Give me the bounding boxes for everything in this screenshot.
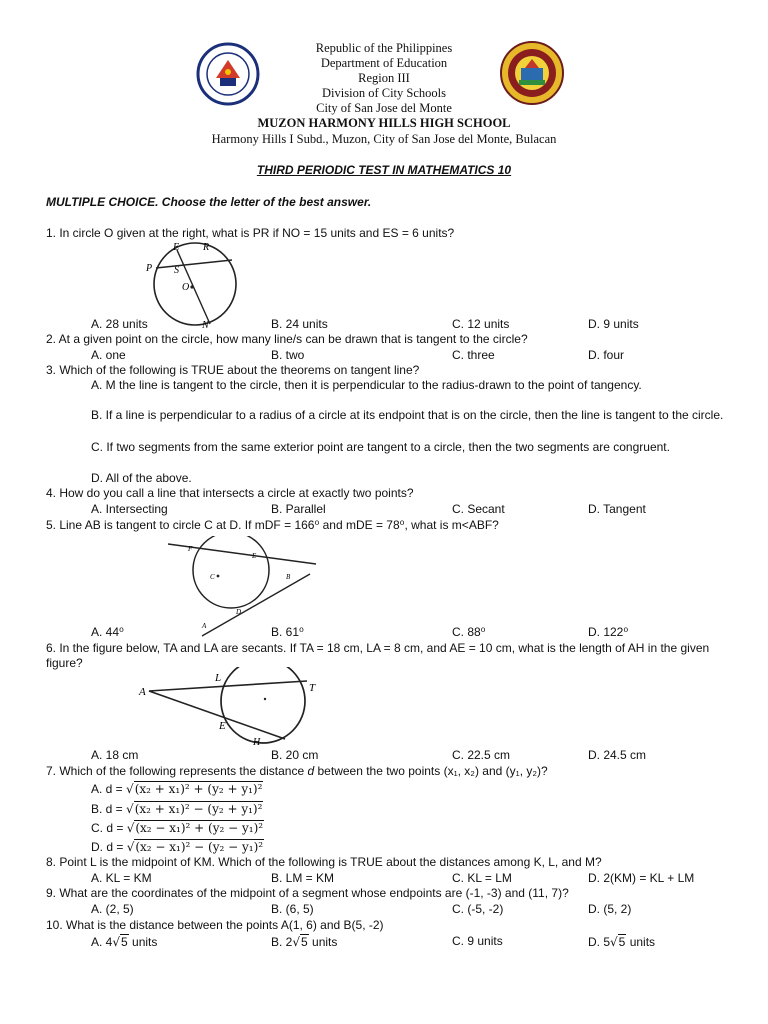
q10-a-root: 5: [121, 935, 128, 949]
question-4-stem: 4. How do you call a line that intersects a circle at exactly two points?: [46, 486, 414, 500]
q5-option-d[interactable]: D. 122⁰: [588, 625, 629, 639]
q5-option-b[interactable]: B. 61⁰: [271, 625, 304, 639]
label-r: R: [203, 242, 210, 253]
q2-option-a[interactable]: A. one: [91, 348, 126, 362]
q7-stem-var: d: [307, 764, 315, 778]
label-a: A: [139, 686, 146, 698]
question-8-stem: 8. Point L is the midpoint of KM. Which of the following is TRUE about the distances among K, L, and M?: [46, 855, 602, 869]
header-city: City of San Jose del Monte: [316, 101, 452, 115]
q3-option-b[interactable]: B. If a line is perpendicular to a radius of a circle at its endpoint that is on the circle, then the line is tangent to the circle.: [91, 408, 724, 422]
q7-stem-post: between the two points (x₁, x₂) and (y₁, y₂)?: [314, 764, 548, 778]
q7-option-d[interactable]: [91, 839, 264, 855]
q3-option-d[interactable]: D. All of the above.: [91, 471, 192, 485]
question-3-stem: 3. Which of the following is TRUE about the theorems on tangent line?: [46, 363, 420, 377]
label-e: E: [173, 242, 180, 253]
q10-b-coef: B. 2: [271, 935, 293, 949]
sqrt-icon: √: [126, 802, 134, 816]
q9-option-a[interactable]: A. (2, 5): [91, 902, 134, 916]
label-a: A: [202, 622, 207, 630]
sqrt-icon: √: [292, 935, 301, 949]
q7-c-formula: (x₂ − x₁)² + (y₂ − y₁)²: [135, 821, 264, 835]
school-name: MUZON HARMONY HILLS HIGH SCHOOL: [257, 116, 511, 130]
question-5-stem: 5. Line AB is tangent to circle C at D. If mDF = 166⁰ and mDE = 78⁰, what is m<ABF?: [46, 518, 499, 532]
sqrt-icon: √: [610, 935, 618, 949]
q6-secant-figure: [135, 667, 335, 747]
q7-c-prefix: C. d =: [91, 821, 127, 835]
q8-option-d[interactable]: D. 2(KM) = KL + LM: [588, 871, 695, 885]
q1-option-d[interactable]: D. 9 units: [588, 317, 639, 331]
label-l: L: [215, 672, 222, 684]
q10-option-a[interactable]: [91, 934, 157, 950]
q10-a-coef: A. 4: [91, 935, 113, 949]
q10-d-unit: units: [626, 935, 656, 949]
label-c: C: [210, 573, 215, 581]
q7-b-formula: (x₂ + x₁)² − (y₂ + y₁)²: [134, 802, 263, 816]
label-h: H: [253, 737, 261, 747]
question-1-stem: 1. In circle O given at the right, what is PR if NO = 15 units and ES = 6 units?: [46, 226, 455, 240]
q10-b-unit: units: [308, 935, 338, 949]
q9-option-c[interactable]: C. (-5, -2): [452, 902, 504, 916]
label-b: B: [286, 573, 291, 581]
sqrt-icon: √: [126, 821, 135, 835]
q7-option-c[interactable]: [91, 820, 264, 836]
q3-option-c[interactable]: C. If two segments from the same exterior point are tangent to a circle, then the two segments are congruent.: [91, 440, 670, 454]
sqrt-icon: √: [126, 782, 134, 796]
q6-option-c[interactable]: C. 22.5 cm: [452, 748, 511, 762]
q2-option-c[interactable]: C. three: [452, 348, 495, 362]
q7-a-prefix: A. d =: [91, 782, 127, 796]
label-p: P: [146, 263, 153, 274]
q8-option-a[interactable]: A. KL = KM: [91, 871, 152, 885]
label-o: O: [182, 282, 190, 293]
q8-option-c[interactable]: C. KL = LM: [452, 871, 512, 885]
q1-option-b[interactable]: B. 24 units: [271, 317, 328, 331]
label-d: D: [236, 608, 242, 616]
question-6-stem: 6. In the figure below, TA and LA are secants. If TA = 18 cm, LA = 8 cm, and AE = 10 cm, what is the length of AH in the given figure?: [46, 641, 710, 670]
label-e: E: [219, 720, 226, 732]
q4-option-b[interactable]: B. Parallel: [271, 502, 326, 516]
q3-option-a[interactable]: A. M the line is tangent to the circle, then it is perpendicular to the radius-drawn to the point of tangency.: [91, 378, 642, 392]
q7-option-b[interactable]: [91, 801, 263, 817]
q7-d-formula: (x₂ − x₁)² − (y₂ − y₁)²: [135, 840, 264, 854]
q10-option-c[interactable]: [452, 934, 503, 949]
q8-option-b[interactable]: B. LM = KM: [271, 871, 335, 885]
q6-option-a[interactable]: A. 18 cm: [91, 748, 139, 762]
q4-option-d[interactable]: D. Tangent: [588, 502, 646, 516]
q6-option-d[interactable]: D. 24.5 cm: [588, 748, 647, 762]
q10-option-b[interactable]: [271, 934, 337, 950]
q7-d-prefix: D. d =: [91, 840, 127, 854]
question-2-stem: 2. At a given point on the circle, how many line/s can be drawn that is tangent to the circle?: [46, 332, 528, 346]
q1-option-a[interactable]: A. 28 units: [91, 317, 148, 331]
test-title: THIRD PERIODIC TEST IN MATHEMATICS 10: [256, 163, 512, 177]
q1-circle-figure: [140, 240, 250, 330]
question-9-stem: 9. What are the coordinates of the midpoint of a segment whose endpoints are (-1, -3) and (11, 7)?: [46, 886, 569, 900]
sqrt-icon: √: [126, 840, 135, 854]
label-e: E: [252, 552, 257, 560]
header-division: Division of City Schools: [322, 86, 446, 100]
q9-option-d[interactable]: D. (5, 2): [588, 902, 632, 916]
label-t: T: [309, 682, 316, 694]
q10-a-unit: units: [128, 935, 158, 949]
header-deped: Department of Education: [320, 56, 448, 70]
q6-option-b[interactable]: B. 20 cm: [271, 748, 319, 762]
q5-option-c[interactable]: C. 88⁰: [452, 625, 486, 639]
q4-option-c[interactable]: C. Secant: [452, 502, 505, 516]
question-7-stem: [46, 764, 548, 779]
q7-a-formula: (x₂ + x₁)² + (y₂ + y₁)²: [134, 782, 263, 796]
q4-option-a[interactable]: A. Intersecting: [91, 502, 168, 516]
q7-b-prefix: B. d =: [91, 802, 127, 816]
q9-option-b[interactable]: B. (6, 5): [271, 902, 314, 916]
label-n: N: [202, 320, 209, 330]
q2-option-b[interactable]: B. two: [271, 348, 305, 362]
question-10-stem: 10. What is the distance between the points A(1, 6) and B(5, -2): [46, 918, 384, 932]
instructions: MULTIPLE CHOICE. Choose the letter of the best answer.: [46, 195, 372, 209]
label-f: F: [188, 545, 193, 553]
q2-option-d[interactable]: D. four: [588, 348, 625, 362]
label-s: S: [174, 265, 179, 276]
q10-d-coef: D. 5: [588, 935, 611, 949]
q10-b-root: 5: [301, 935, 308, 949]
sqrt-icon: √: [112, 935, 121, 949]
q7-option-a[interactable]: [91, 781, 263, 797]
q7-stem-pre: 7. Which of the following represents the distance: [46, 764, 308, 778]
school-address: Harmony Hills I Subd., Muzon, City of San Jose del Monte, Bulacan: [211, 132, 557, 146]
q5-option-a[interactable]: A. 44⁰: [91, 625, 124, 639]
header-republic: Republic of the Philippines: [315, 41, 453, 55]
q1-option-c[interactable]: C. 12 units: [452, 317, 510, 331]
q10-option-d[interactable]: [588, 934, 655, 950]
q10-c-coef: C. 9 units: [452, 934, 503, 948]
header-region: Region III: [358, 71, 410, 85]
q10-d-root: 5: [618, 935, 626, 949]
